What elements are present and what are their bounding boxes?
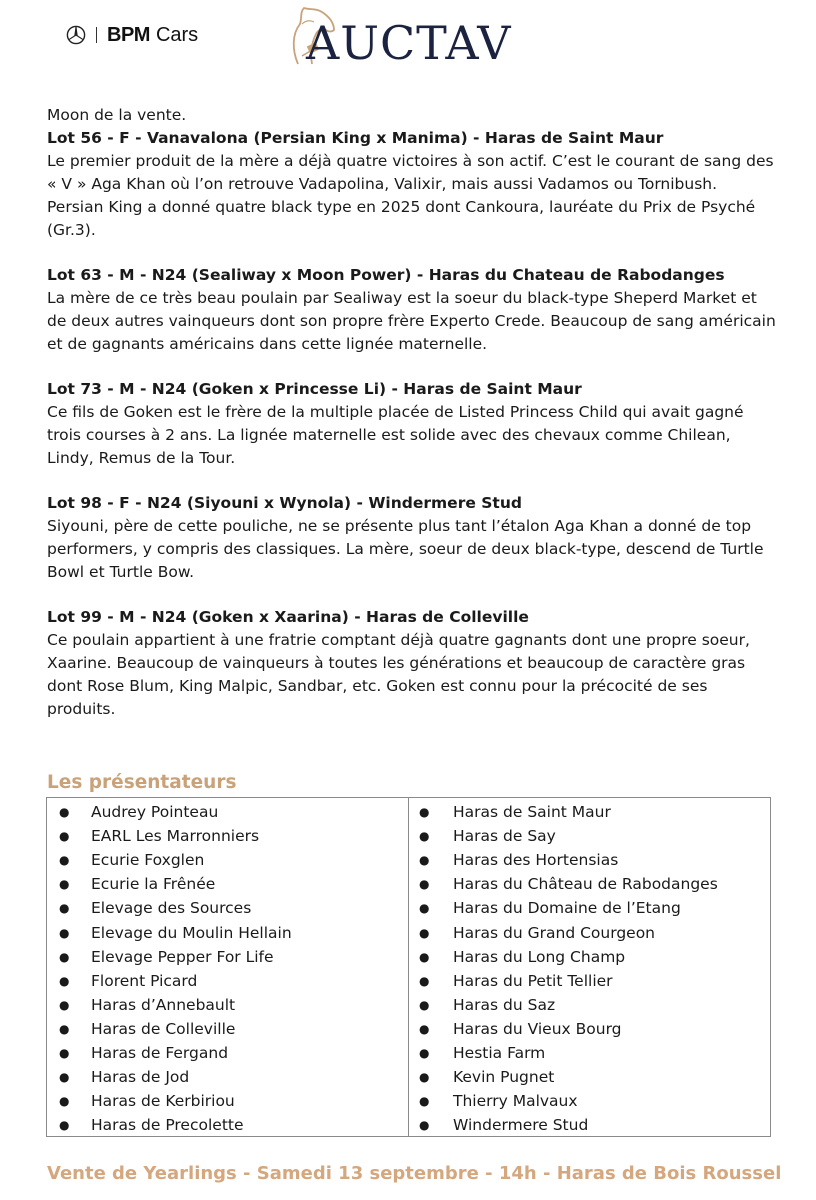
presenters-column-left — [47, 798, 409, 1136]
lot-entry — [47, 264, 777, 356]
presenters-column-right — [409, 798, 770, 1136]
lot-title: Lot 73 - M - N24 (Goken x Princesse Li) - Haras de Saint Maur — [47, 380, 582, 398]
bullet-icon: ● — [59, 925, 70, 940]
logo-separator — [96, 27, 97, 43]
sponsor-brand: BPM — [107, 23, 150, 46]
bullet-icon: ● — [419, 1021, 430, 1036]
auctav-wordmark: AUCTAV — [306, 16, 512, 70]
lot-entry — [47, 127, 777, 242]
bullet-icon: ● — [59, 997, 70, 1012]
list-item: ● Haras du Domaine de l’Etang — [409, 896, 770, 920]
bullet-icon: ● — [59, 901, 70, 916]
lot-title: Lot 63 - M - N24 (Sealiway x Moon Power) - Haras du Chateau de Rabodanges — [47, 266, 725, 284]
list-item: ● Kevin Pugnet — [409, 1065, 770, 1089]
lot-title: Lot 98 - F - N24 (Siyouni x Wynola) - Windermere Stud — [47, 494, 522, 512]
list-item: ● Haras des Hortensias — [409, 848, 770, 872]
sponsor-logo — [66, 21, 198, 49]
bullet-icon: ● — [419, 997, 430, 1012]
list-item: ● Hestia Farm — [409, 1041, 770, 1065]
bullet-icon: ● — [419, 1118, 430, 1133]
sponsor-suffix: Cars — [155, 23, 199, 46]
presenters-table — [46, 797, 771, 1137]
list-item: ● Haras du Long Champ — [409, 945, 770, 969]
list-item: ● Haras de Colleville — [47, 1017, 408, 1041]
list-item: ● Elevage Pepper For Life — [47, 945, 408, 969]
list-item: ● Haras de Saint Maur — [409, 800, 770, 824]
bullet-icon: ● — [419, 829, 430, 844]
lot-description: Le premier produit de la mère a déjà quatre victoires à son actif. C’est le courant de sang des « V » Aga Khan où l’on retrouve Vadapolina, Valixir, mais aussi Vadamos ou Tornibush. Persian King a donné quatre black type en 2025 dont Cankoura, lauréate du Prix de Psyché (Gr.3). — [47, 152, 774, 239]
presenters-heading: Les présentateurs — [47, 772, 237, 793]
bullet-icon: ● — [419, 949, 430, 964]
list-item: ● Florent Picard — [47, 969, 408, 993]
bullet-icon: ● — [59, 1070, 70, 1085]
article-body — [47, 104, 777, 743]
bullet-icon: ● — [419, 805, 430, 820]
list-item: ● Haras de Fergand — [47, 1041, 408, 1065]
mercedes-star-icon — [66, 25, 86, 45]
list-item: ● EARL Les Marronniers — [47, 824, 408, 848]
bullet-icon: ● — [59, 805, 70, 820]
bullet-icon: ● — [59, 1118, 70, 1133]
bullet-icon: ● — [59, 829, 70, 844]
list-item: ● Audrey Pointeau — [47, 800, 408, 824]
lot-entry — [47, 492, 777, 584]
auctav-logo — [288, 4, 528, 68]
bullet-icon: ● — [59, 949, 70, 964]
bullet-icon: ● — [419, 1094, 430, 1109]
bullet-icon: ● — [59, 1021, 70, 1036]
list-item: ● Haras du Petit Tellier — [409, 969, 770, 993]
list-item: ● Haras de Kerbiriou — [47, 1089, 408, 1113]
bullet-icon: ● — [59, 877, 70, 892]
list-item: ● Ecurie Foxglen — [47, 848, 408, 872]
list-item: ● Elevage des Sources — [47, 896, 408, 920]
list-item: ● Haras de Precolette — [47, 1113, 408, 1137]
bullet-icon: ● — [59, 1045, 70, 1060]
bullet-icon: ● — [419, 901, 430, 916]
bullet-icon: ● — [419, 1070, 430, 1085]
list-item: ● Windermere Stud — [409, 1113, 770, 1137]
sale-footer: Vente de Yearlings - Samedi 13 septembre - 14h - Haras de Bois Roussel — [47, 1163, 782, 1184]
list-item: ● Haras du Grand Courgeon — [409, 920, 770, 944]
lot-description: Siyouni, père de cette pouliche, ne se présente plus tant l’étalon Aga Khan a donné de top performers, y compris des classiques. La mère, soeur de deux black-type, descend de Turtle Bowl et Turtle Bow. — [47, 517, 764, 581]
list-item: ● Haras du Vieux Bourg — [409, 1017, 770, 1041]
lot-description: La mère de ce très beau poulain par Sealiway est la soeur du black-type Sheperd Market et de deux autres vainqueurs dont son propre frère Experto Crede. Beaucoup de sang américain et de gagnants américains dans cette lignée maternelle. — [47, 289, 776, 353]
lot-description: Ce poulain appartient à une fratrie comptant déjà quatre gagnants dont une propre soeur, Xaarine. Beaucoup de vainqueurs à toutes les générations et beaucoup de caractère gras dont Rose Blum, King Malpic, Sandbar, etc. Goken est connu pour la précocité de ses produits. — [47, 631, 750, 718]
bullet-icon: ● — [419, 973, 430, 988]
intro-text: Moon de la vente. — [47, 106, 187, 124]
bullet-icon: ● — [419, 877, 430, 892]
lot-title: Lot 99 - M - N24 (Goken x Xaarina) - Haras de Colleville — [47, 608, 529, 626]
lot-entry — [47, 606, 777, 721]
list-item: ● Haras du Château de Rabodanges — [409, 872, 770, 896]
bullet-icon: ● — [59, 973, 70, 988]
list-item: ● Elevage du Moulin Hellain — [47, 920, 408, 944]
list-item: ● Haras d’Annebault — [47, 993, 408, 1017]
list-item: ● Haras de Jod — [47, 1065, 408, 1089]
bullet-icon: ● — [419, 1045, 430, 1060]
bullet-icon: ● — [419, 853, 430, 868]
page-header — [0, 0, 816, 80]
list-item: ● Ecurie la Frênée — [47, 872, 408, 896]
lot-description: Ce fils de Goken est le frère de la multiple placée de Listed Princess Child qui avait gagné trois courses à 2 ans. La lignée maternelle est solide avec des chevaux comme Chilean, Lindy, Remus de la Tour. — [47, 403, 744, 467]
lot-entry — [47, 378, 777, 470]
list-item: ● Haras du Saz — [409, 993, 770, 1017]
lot-title: Lot 56 - F - Vanavalona (Persian King x Manima) - Haras de Saint Maur — [47, 129, 664, 147]
list-item: ● Haras de Say — [409, 824, 770, 848]
bullet-icon: ● — [419, 925, 430, 940]
list-item: ● Thierry Malvaux — [409, 1089, 770, 1113]
bullet-icon: ● — [59, 853, 70, 868]
bullet-icon: ● — [59, 1094, 70, 1109]
